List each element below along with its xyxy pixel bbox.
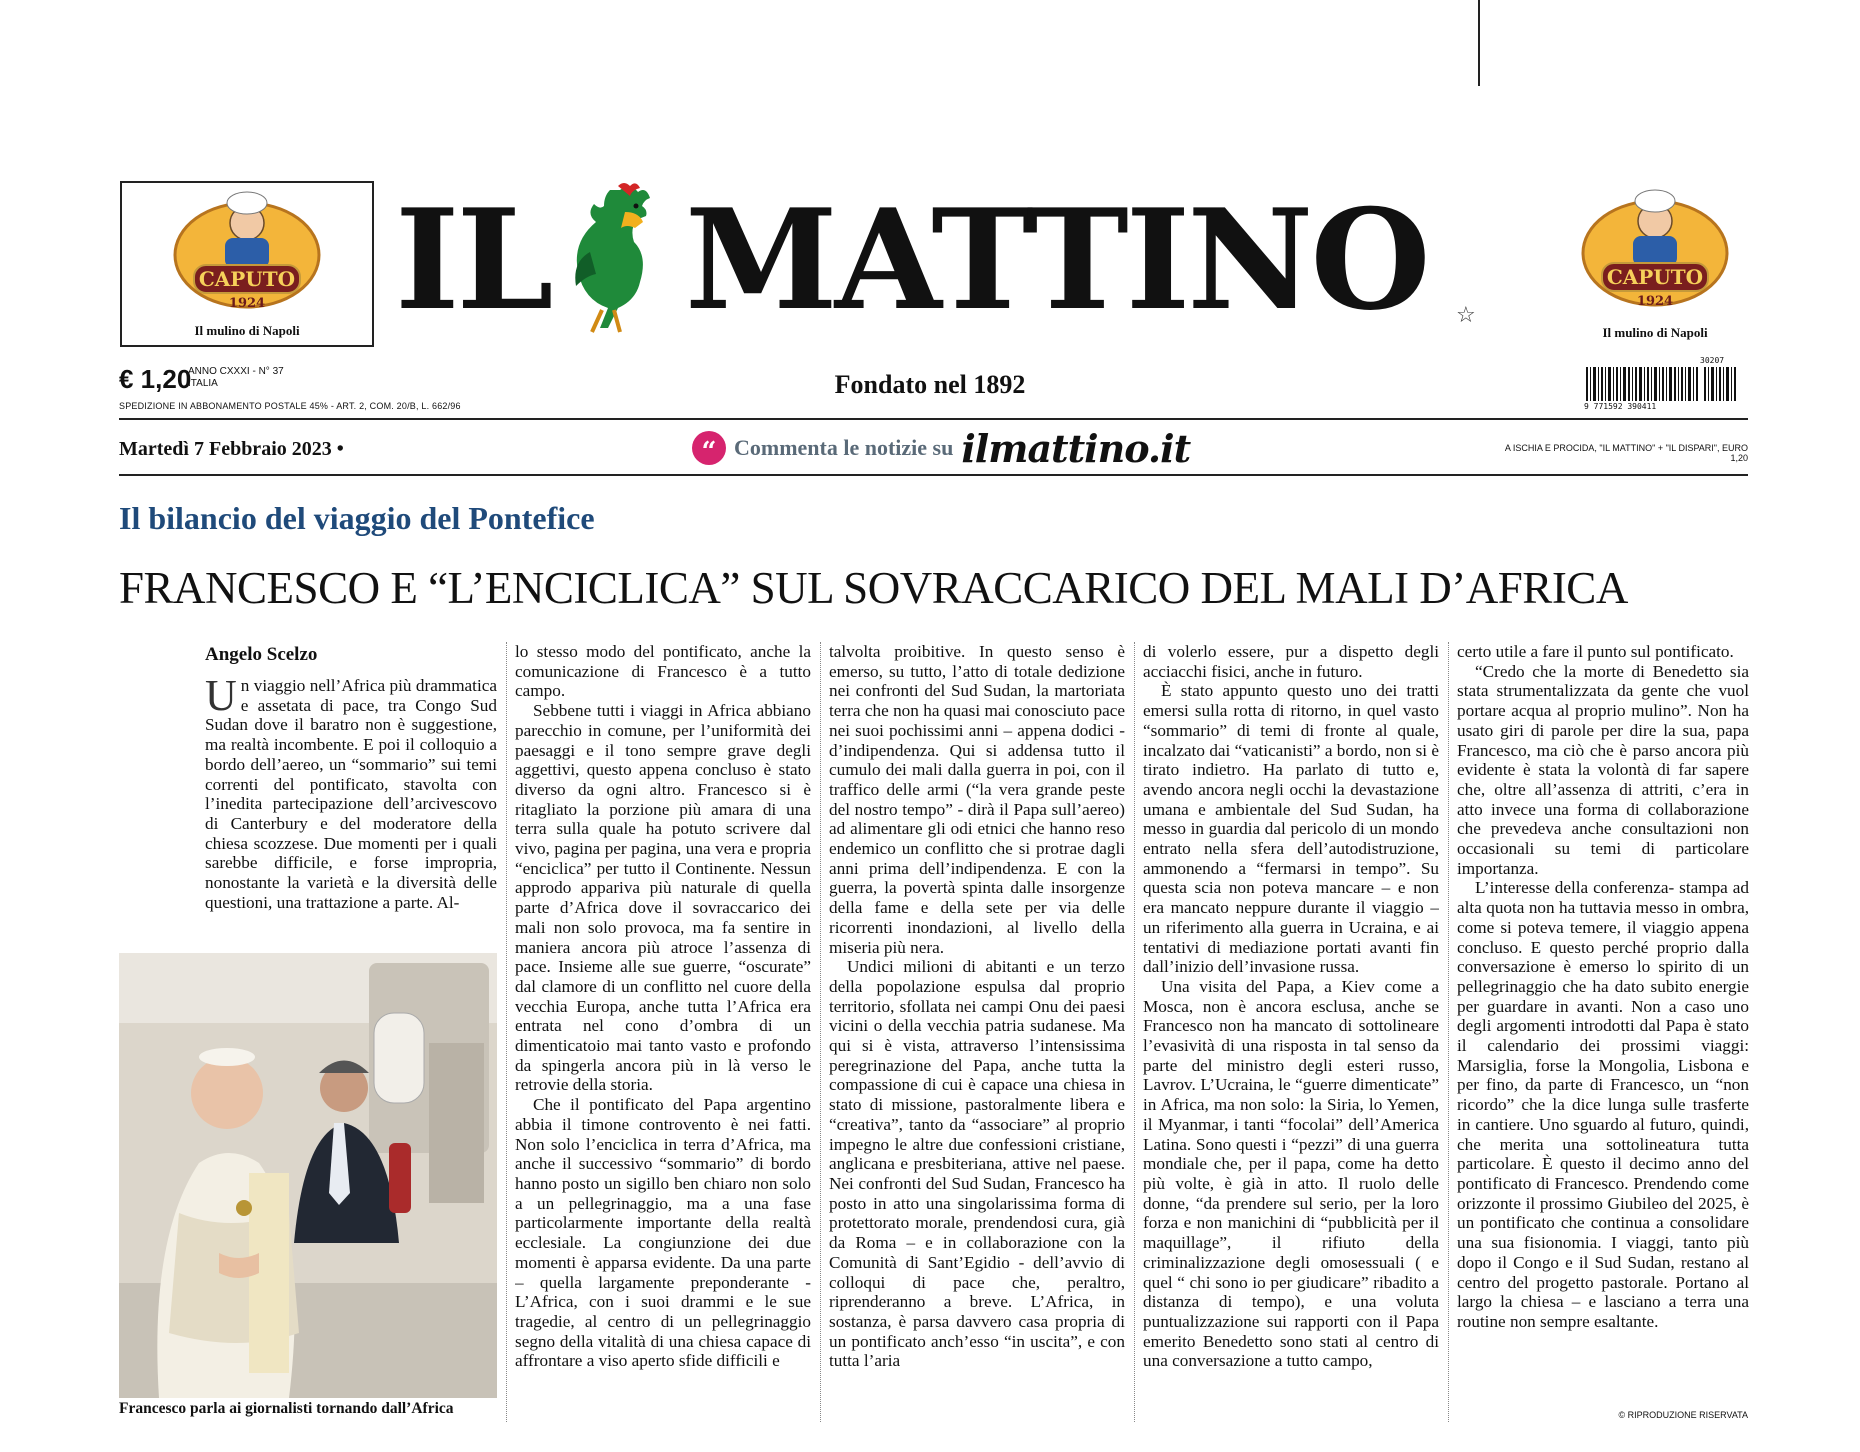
paragraph: certo utile a fare il punto sul pontificato.: [1457, 642, 1734, 661]
comment-promo-text: Commenta le notizie su: [734, 435, 954, 460]
regional-price-note: A ISCHIA E PROCIDA, "IL MATTINO" + "IL DISPARI", EURO 1,20: [1504, 443, 1748, 463]
caputo-brand-left: CAPUTO: [198, 267, 296, 291]
article-photo[interactable]: [119, 953, 497, 1398]
paragraph: L’interesse della conferenza- stampa ad alta quota non ha tuttavia messo in ombra, come si poteva temere, il viaggio appena concluso. E questo perché proprio dalla conversazione è emerso lo spirito di un pellegrinaggio che ha dato subito energie per guardare in avanti. Non a caso uno degli argomenti introdotti dal Papa è stato il calendario dei prossimi viaggi: Marsiglia, forse la Mongolia, Lisbona e per fino, da parte di Francesco, un “non ricordo” che la dice lunga sulle trasferte in cantiere. Uno sguardo al futuro, quindi, che merita una sottolineatura tutta particolare. È questo il decimo anno del pontificato di Francesco. Prendendo come orizzonte il prossimo Giubileo del 2025, è un pontificato che continua a consolidare una sua fisionomia. I viaggi, tanto più dopo il Congo e il Sud Sudan, restano al centro del progetto pastorale. Portano al largo la chiesa – e lasciano a terra una routine non sempre esaltante.: [1457, 878, 1749, 1331]
paragraph: di volerlo essere, pur a dispetto degli acciacchi fisici, anche in futuro.: [1143, 642, 1439, 681]
masthead-il: IL: [395, 178, 551, 341]
header-rule-bottom: [119, 474, 1748, 476]
column-divider: [1134, 642, 1136, 1422]
article-column-2: [515, 642, 811, 1422]
star-icon: ☆: [1456, 303, 1476, 328]
founded-line: Fondato nel 1892: [834, 370, 1026, 399]
article-column-1: [205, 676, 497, 951]
paragraph: Che il pontificato del Papa argentino abbia il timone controvento è nei fatti. Non solo l’enciclica in terra d’Africa, ma anche il successivo “sommario” di bordo hanno posto un sigillo ben chiaro non solo a un pellegrinaggio, ma a una fase particolarmente importante della realtà ecclesiale. La congiunzione dei due momenti è apparsa evidente. Da una parte – quella largamente preponderante - L’Africa, con i suoi drammi e le sue tragedie, al centro di un pellegrinaggio segno della vitalità di una chiesa capace di affrontare a viso aperto sfide difficili e: [515, 1095, 811, 1371]
paragraph: Sebbene tutti i viaggi in Africa abbiano parecchio in comune, per l’uniformità dei paesaggi e il tono sempre grave degli aggettivi, questo appena concluso è stato diverso da ogni altro. Francesco si è ritagliato la porzione più amara di una terra sulla quale ha potuto scrivere dal vivo, pagina per pagina, una vera e propria “enciclica” per tutto il Continente. Nessun approdo appariva più naturale di quella parte d’Africa dove il sovraccarico dei mali non solo provoca, ma fa sentire in maniera ancora più atroce l’assenza di pace. Insieme alle sue guerre, “oscurate” dal clamore di un conflitto nel cuore della vecchia Europa, anche tutta l’Africa era entrata nel cono d’ombra di un dimenticatoio mai tanto vasto e profondo da spingerla ancora più in là verso le retrovie della storia.: [515, 701, 811, 1095]
photo-pope-plane: [119, 953, 497, 1398]
paragraph: n viaggio nell’Africa più drammatica e assetata di pace, tra Congo Sud Sudan dove il baratro non è suggestione, ma realtà incombente. E poi il colloquio a bordo dell’aereo, un “sommario” sui temi correnti del pontificato, stavolta con l’inedita partecipazione dell’arcivescovo di Canterbury e del moderatore della chiesa scozzese. Due momenti per i quali sarebbe difficile, e forse impropria, nonostante la varietà e la diversità delle questioni, una trattazione a parte. Al-: [205, 676, 497, 912]
issue-number: ANNO CXXXI - N° 37: [188, 366, 284, 377]
paragraph: Undici milioni di abitanti e un terzo della popolazione espulsa dal proprio territorio, sfollata nei campi Onu dei paesi vicini o della vecchia patria sudanese. Ma qui si è vista, attraverso l’intensissima peregrinazione del Papa, anche tutta la compassione di cui è capace una chiesa in stato di missione, pastoralmente libera e “creativa”, tanto da “associare” al proprio impegno le altre due confessioni cristiane, anglicana e presbiteriana, attive nel paese. Nei confronti del Sud Sudan, Francesco ha posto in atto una singolarissima forma di protettorato morale, prendendosi cura, già da Roma – e in collaborazione con la Comunità di Sant’Egidio - dell’avvio di colloqui di pace che, peraltro, riprenderanno a breve. L’Africa, in sostanza, è parsa davvero casa propria di un pontificato anch’esso “in uscita”, e con tutta l’aria: [829, 957, 1125, 1371]
corner-rule: [1478, 0, 1480, 86]
paragraph: “Credo che la morte di Benedetto sia stata strumentalizzata da gente che vuol portare acqua al proprio mulino”. Non ha usato giri di parole per dire la sua, papa Francesco, ma ciò che è parso ancora più evidente è stata la volontà di far sapere che, oltre all’assenza di attriti, c’era in atto invece una forma di collaborazione che prevedeva anche consultazioni non occasionali su temi di particolare importanza.: [1457, 661, 1749, 878]
caputo-brand-right: CAPUTO: [1606, 265, 1704, 289]
issue-country: ITALIA: [188, 378, 218, 389]
caputo-year-left: 1924: [228, 296, 266, 311]
paragraph: talvolta proibitive. In questo senso è emerso, su tutto, l’atto di totale dedizione nei confronti del Sud Sudan, la martoriata terra che non ha quasi mai conosciuto pace nei suoi pochissimi anni – appena dodici - d’indipendenza. Qui si addensa tutto il cumulo dei mali dalla guerra in poi, con il traffico delle armi (“la vera grande peste del nostro tempo” - dirà il Papa sull’aereo) ad alimentare gli odi etnici che hanno reso endemico un conflitto che si protrae dagli anni prima dell’indipendenza. E con la guerra, la povertà spinta dalle insorgenze della fame e della sete per via delle ricorrenti inondazioni, al livello della miseria più nera.: [829, 642, 1125, 957]
article-column-4: [1143, 642, 1439, 1422]
article-column-3: [829, 642, 1125, 1422]
article-headline: FRANCESCO E “L’ENCICLICA” SUL SOVRACCARICO DEL MALI D’AFRICA: [119, 563, 1628, 613]
caputo-logo-right: [1528, 181, 1782, 321]
caputo-year-right: 1924: [1636, 294, 1674, 309]
rooster-logo: [550, 182, 680, 342]
barcode-digits: 9 771592 390411: [1584, 402, 1657, 411]
paragraph: lo stesso modo del pontificato, anche la comunicazione di Francesco è a tutto campo.: [515, 642, 811, 701]
column-divider: [820, 642, 822, 1422]
paragraph: È stato appunto questo uno dei tratti emersi sulla rotta di ritorno, in quel vasto “sommario” di temi di fronte al quale, incalzato dai “vaticanisti” a bordo, non si è tirato indietro. Ha parlato di tutto e, avendo ancora negli occhi la devastazione umana e ambientale del Sud Sudan, ha messo in guardia dal pericolo di un mondo entrato nella sfera dell’autodistruzione, ammonendo a “fermarsi in tempo”. Su questa scia non poteva mancare – e non era mancato neppure durante il viaggio – un riferimento alla guerra in Ucraina, e ai tentativi di mediazione portati avanti fin dall’inizio dell’invasione russa.: [1143, 681, 1439, 977]
masthead[interactable]: [395, 178, 1495, 342]
header-rule-top: [119, 418, 1748, 420]
price: € 1,20: [119, 364, 192, 394]
article-author: Angelo Scelzo: [205, 644, 318, 665]
paragraph: Una visita del Papa, a Kiev come a Mosca, non è ancora esclusa, anche se Francesco non ha mancato di sottolineare l’evasività di una risposta in tal senso da parte del ministro degli esteri russo, Lavrov. L’Ucraina, le “guerre dimenticate” in Africa, ma non solo: la Siria, lo Yemen, il Myanmar, i tanti “focolai” dell’America Latina. Sono questi i “pezzi” di una guerra mondiale che, per il papa, come ha detto più volte, è già in atto. Il ruolo delle donne, “da prendere sul serio, per la loro forza e non manichini di “pubblicità per il maquillage”, il rifiuto della criminalizzazione degli omosessuali ( e quel “ chi sono io per giudicare” ribadito a distanza di tempo), e una voluta puntualizzazione sui rapporti con il Papa emerito Benedetto sono stati al centro di una conversazione a tutto campo,: [1143, 976, 1439, 1371]
column-divider: [1448, 642, 1450, 1422]
masthead-mattino: MATTINO: [685, 178, 1428, 341]
column-divider: [506, 642, 508, 1422]
comment-site-link[interactable]: ilmattino.it: [961, 425, 1191, 471]
issue-info: [188, 366, 284, 390]
caputo-tagline-left: Il mulino di Napoli: [194, 323, 300, 338]
caputo-logo: [122, 183, 372, 323]
caputo-ad-left[interactable]: [120, 181, 374, 347]
caputo-tagline-right: Il mulino di Napoli: [1602, 325, 1708, 340]
comment-bubble-icon: “: [692, 431, 726, 465]
issue-date: Martedì 7 Febbraio 2023 •: [119, 438, 344, 460]
photo-caption: Francesco parla ai giornalisti tornando dall’Africa: [119, 1400, 454, 1417]
barcode-code: 30207: [1700, 356, 1725, 365]
postal-note: SPEDIZIONE IN ABBONAMENTO POSTALE 45% - ART. 2, COM. 20/B, L. 662/96: [119, 401, 461, 411]
copyright-note: © RIPRODUZIONE RISERVATA: [1618, 1410, 1748, 1420]
caputo-ad-right[interactable]: [1528, 181, 1782, 347]
article-kicker: Il bilancio del viaggio del Pontefice: [119, 500, 595, 536]
comment-promo[interactable]: [692, 425, 1191, 471]
dropcap: U: [205, 676, 237, 720]
article-column-5: [1457, 642, 1749, 1402]
